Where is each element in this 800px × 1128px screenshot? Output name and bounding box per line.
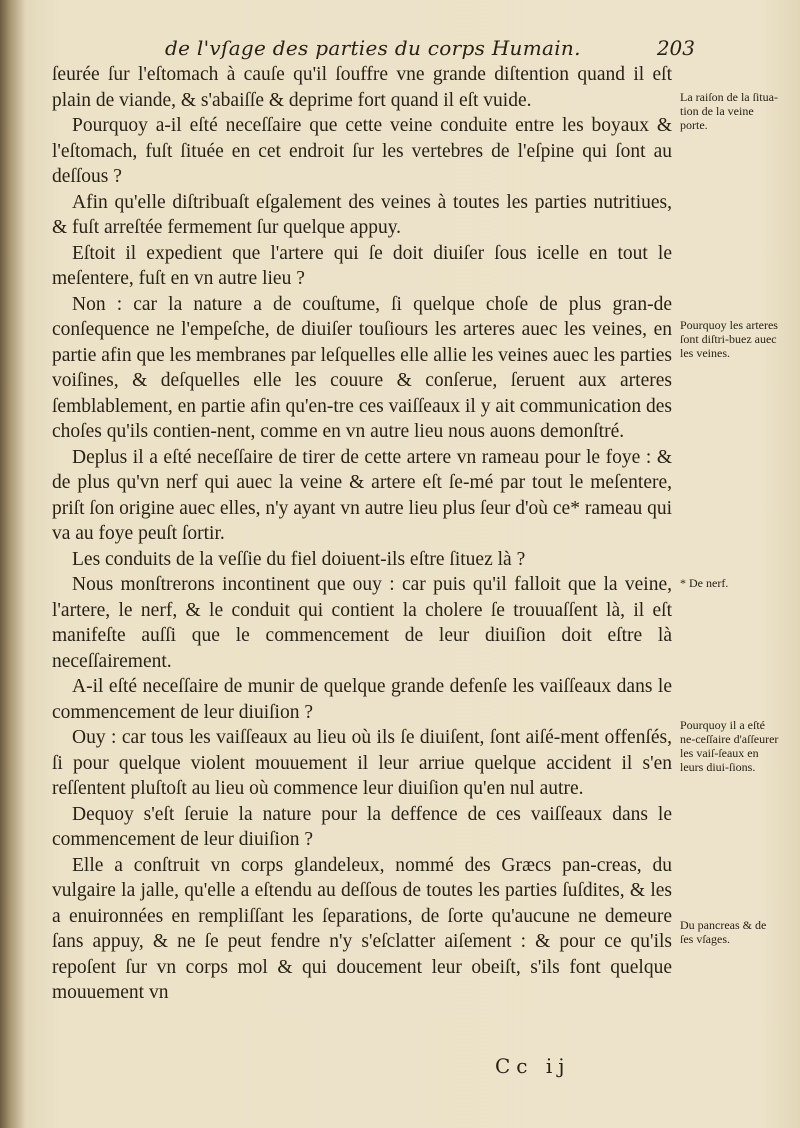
margin-note: Pourquoy il a eſté ne-ceſſaire d'aſſeurer les vaiſ-ſeaux en leurs diui-ſions. — [680, 718, 779, 774]
paragraph: Les conduits de la veſſie du fiel doiuent-ils eſtre ſituez là ? — [72, 548, 526, 570]
paragraph: Non : car la nature a de couſtume, ſi quelque choſe de plus gran-de conſequence ne l'empeſche, de diuiſer touſiours les arteres auec les veines, en partie afin que les membranes par leſquelles elle allie les veines auec les parties voiſines, & deſquelles elle les couure & conſerue, ſeruent aux arteres ſemblablement, en partie afin qu'en-tre ces vaiſſeaux il y ait communication des choſes qu'ils contien-nent, comme en vn autre lieu nous auons demonſtré. — [52, 293, 672, 442]
paragraph: Ouy : car tous les vaiſſeaux au lieu où ils ſe diuiſent, ſont aiſé-ment offenſés, ſi pour quelque violent mouuement il leur arriue quelque accident il s'en reſſentent pluſtoſt au lieu où commence leur diuiſion qu'en nul autre. — [52, 727, 672, 799]
running-title: de l'vſage des parties du corps Humain. — [165, 36, 581, 60]
paragraph: Elle a conſtruit vn corps glandeleux, nommé des Græcs pan-creas, du vulgaire la jalle, qu'elle a eſtendu au deſſous de toutes les parties ſuſdites, & les a enuironnées en rempliſſant les ſeparations, de ſorte qu'aucune ne demeure ſans appuy, & ne ſe peut fendre n'y s'eſclatter aiſement : & pour ce qu'ils repoſent ſur vn corps mol & qui doucement leur obeiſt, s'ils font quelque mouuement vn — [52, 854, 672, 1003]
paragraph: Afin qu'elle diſtribuaſt eſgalement des veines à toutes les parties nutritiues, & fuſt arreſtée fermement ſur quelque appuy. — [52, 191, 672, 238]
margin-note: Pourquoy les arteres ſont diſtri-buez auec les veines. — [680, 318, 778, 360]
body-text — [52, 62, 672, 1006]
margin-note: La raiſon de la ſitua-tion de la veine porte. — [680, 90, 778, 132]
paragraph: Eſtoit il expedient que l'artere qui ſe doit diuiſer ſous icelle en tout le meſentere, fuſt en vn autre lieu ? — [52, 242, 672, 289]
signature-mark: Cc ij — [495, 1054, 571, 1078]
page-number: 203 — [656, 36, 695, 60]
margin-note: * De nerf. — [680, 576, 729, 590]
paragraph: Dequoy s'eſt ſeruie la nature pour la deffence de ces vaiſſeaux dans le commencement de leur diuiſion ? — [52, 803, 672, 850]
margin-note: Du pancreas & de ſes vſages. — [680, 918, 767, 946]
paragraph: A-il eſté neceſſaire de munir de quelque grande defenſe les vaiſſeaux dans le commencement de leur diuiſion ? — [52, 676, 672, 723]
paragraph: Pourquoy a-il eſté neceſſaire que cette veine conduite entre les boyaux & l'eſtomach, fuſt ſituée en cet endroit ſur les vertebres de l'eſpine qui ſont au deſſous ? — [52, 115, 672, 187]
paragraph: Deplus il a eſté neceſſaire de tirer de cette artere vn rameau pour le foye : & de plus qu'vn nerf qui auec la veine & artere eſt ſe-mé par tout le meſentere, priſt ſon origine auec elles, n'y ayant vn autre lieu plus ſeur d'où ce* rameau qui va au foye peuſt ſortir. — [52, 446, 672, 544]
paragraph: Nous monſtrerons incontinent que ouy : car puis qu'il falloit que la veine, l'artere, le nerf, & le conduit qui contient la cholere ſe trouuaſſent là, il eſt manifeſte auſſi que le commencement de leur diuiſion doit eſtre là neceſſairement. — [52, 574, 672, 672]
paragraph: ſeurée ſur l'eſtomach à cauſe qu'il ſouffre vne grande diſtention quand il eſt plain de viande, & s'abaiſſe & deprime fort quand il eſt vuide. — [52, 64, 672, 111]
